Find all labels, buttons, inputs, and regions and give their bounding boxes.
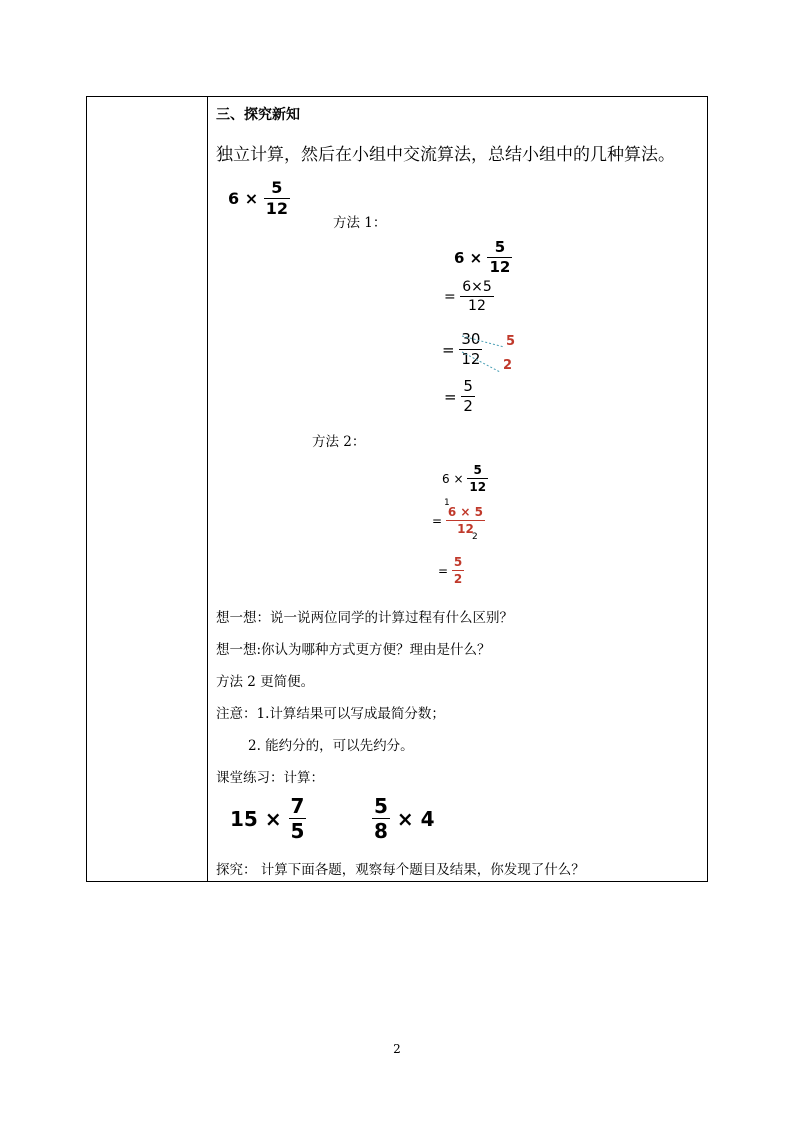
note-1: 注意：1.计算结果可以写成最简分数； [216, 706, 445, 722]
fraction-numerator: 7 [290, 794, 305, 818]
arrow-line [462, 352, 500, 372]
method2-line3 [438, 556, 464, 585]
reduced-denominator: 2 [503, 358, 513, 373]
fraction-bar [460, 296, 494, 297]
fraction-denominator: 5 [290, 819, 305, 843]
fraction-denominator: 12 [468, 298, 486, 314]
note-2: 2. 能约分的，可以先约分。 [248, 738, 414, 754]
problem-whole: 6 [228, 189, 240, 208]
fraction-bar [446, 520, 485, 521]
fraction-denominator: 12 [489, 258, 511, 276]
equals-sign: = [444, 387, 457, 406]
fraction-numerator: 6 × 5 [447, 505, 483, 519]
page-number: 2 [393, 1042, 401, 1056]
practice-fraction [372, 796, 390, 841]
fraction-denominator: 2 [453, 572, 463, 586]
fraction-numerator: 30 [461, 330, 481, 348]
equals-sign: = [432, 513, 443, 528]
fraction-bar [452, 570, 464, 571]
m2-fraction [467, 464, 488, 493]
m1-fraction [487, 240, 512, 275]
m2-whole: 6 [442, 471, 450, 486]
fraction-numerator: 5 [463, 377, 473, 395]
times-sign: × [453, 471, 464, 486]
cancel-mark-top: 1 [444, 498, 450, 508]
fraction-denominator: 2 [463, 397, 473, 415]
equals-sign: = [442, 340, 455, 359]
equals-sign: = [438, 563, 449, 578]
equals-sign: = [444, 288, 456, 305]
explore-text: 探究： 计算下面各题，观察每个题目及结果，你发现了什么？ [216, 862, 585, 878]
practice-fraction [289, 796, 307, 841]
method2-line2 [432, 506, 485, 535]
fraction-denominator: 12 [461, 350, 481, 368]
fraction-numerator: 6×5 [462, 279, 492, 295]
method2-line1 [442, 464, 488, 493]
times-sign: × [264, 806, 282, 831]
fraction-denominator: 8 [374, 819, 388, 843]
practice-label: 课堂练习：计算： [216, 770, 324, 786]
section-title: 三、探究新知 [216, 107, 300, 123]
think-question-1: 想一想：说一说两位同学的计算过程有什么区别？ [216, 610, 513, 626]
method2-label: 方法 2： [312, 434, 366, 450]
think-question-2: 想一想:你认为哪种方式更方便？理由是什么？ [216, 642, 491, 658]
practice-whole: 15 [230, 806, 258, 831]
problem-expression [228, 180, 290, 217]
times-sign: × [244, 189, 259, 208]
intro-text: 独立计算，然后在小组中交流算法，总结小组中的几种算法。 [216, 145, 675, 165]
problem-fraction [264, 180, 290, 217]
reduced-numerator: 5 [506, 334, 516, 349]
fraction-numerator: 5 [473, 463, 482, 477]
method1-line1 [454, 240, 512, 275]
times-sign: × [469, 248, 483, 267]
fraction-numerator: 5 [494, 238, 506, 256]
fraction-numerator: 5 [453, 555, 463, 569]
cancel-mark-bottom: 2 [472, 532, 478, 542]
fraction-numerator: 5 [374, 794, 388, 818]
m2-result-fraction [452, 556, 464, 585]
table-column-divider [207, 96, 208, 882]
arrow-line [462, 336, 504, 347]
m1-step2-fraction [460, 280, 494, 313]
answer-text: 方法 2 更简便。 [216, 674, 315, 690]
fraction-denominator: 12 [469, 480, 487, 494]
lesson-table [86, 96, 708, 882]
practice-expression-1 [230, 796, 306, 841]
fraction-numerator: 5 [271, 178, 283, 197]
practice-whole: 4 [420, 806, 435, 831]
times-sign: × [396, 806, 414, 831]
m1-whole: 6 [454, 248, 465, 267]
method1-line2 [444, 280, 494, 313]
practice-expression-2 [372, 796, 435, 841]
fraction-denominator: 12 [265, 199, 288, 218]
fraction-denominator: 12 [457, 522, 474, 536]
m2-step2-fraction [446, 506, 485, 535]
method1-line4 [444, 379, 475, 414]
fraction-bar [467, 478, 488, 479]
m1-result-fraction [461, 379, 475, 414]
method1-label: 方法 1： [333, 215, 387, 231]
